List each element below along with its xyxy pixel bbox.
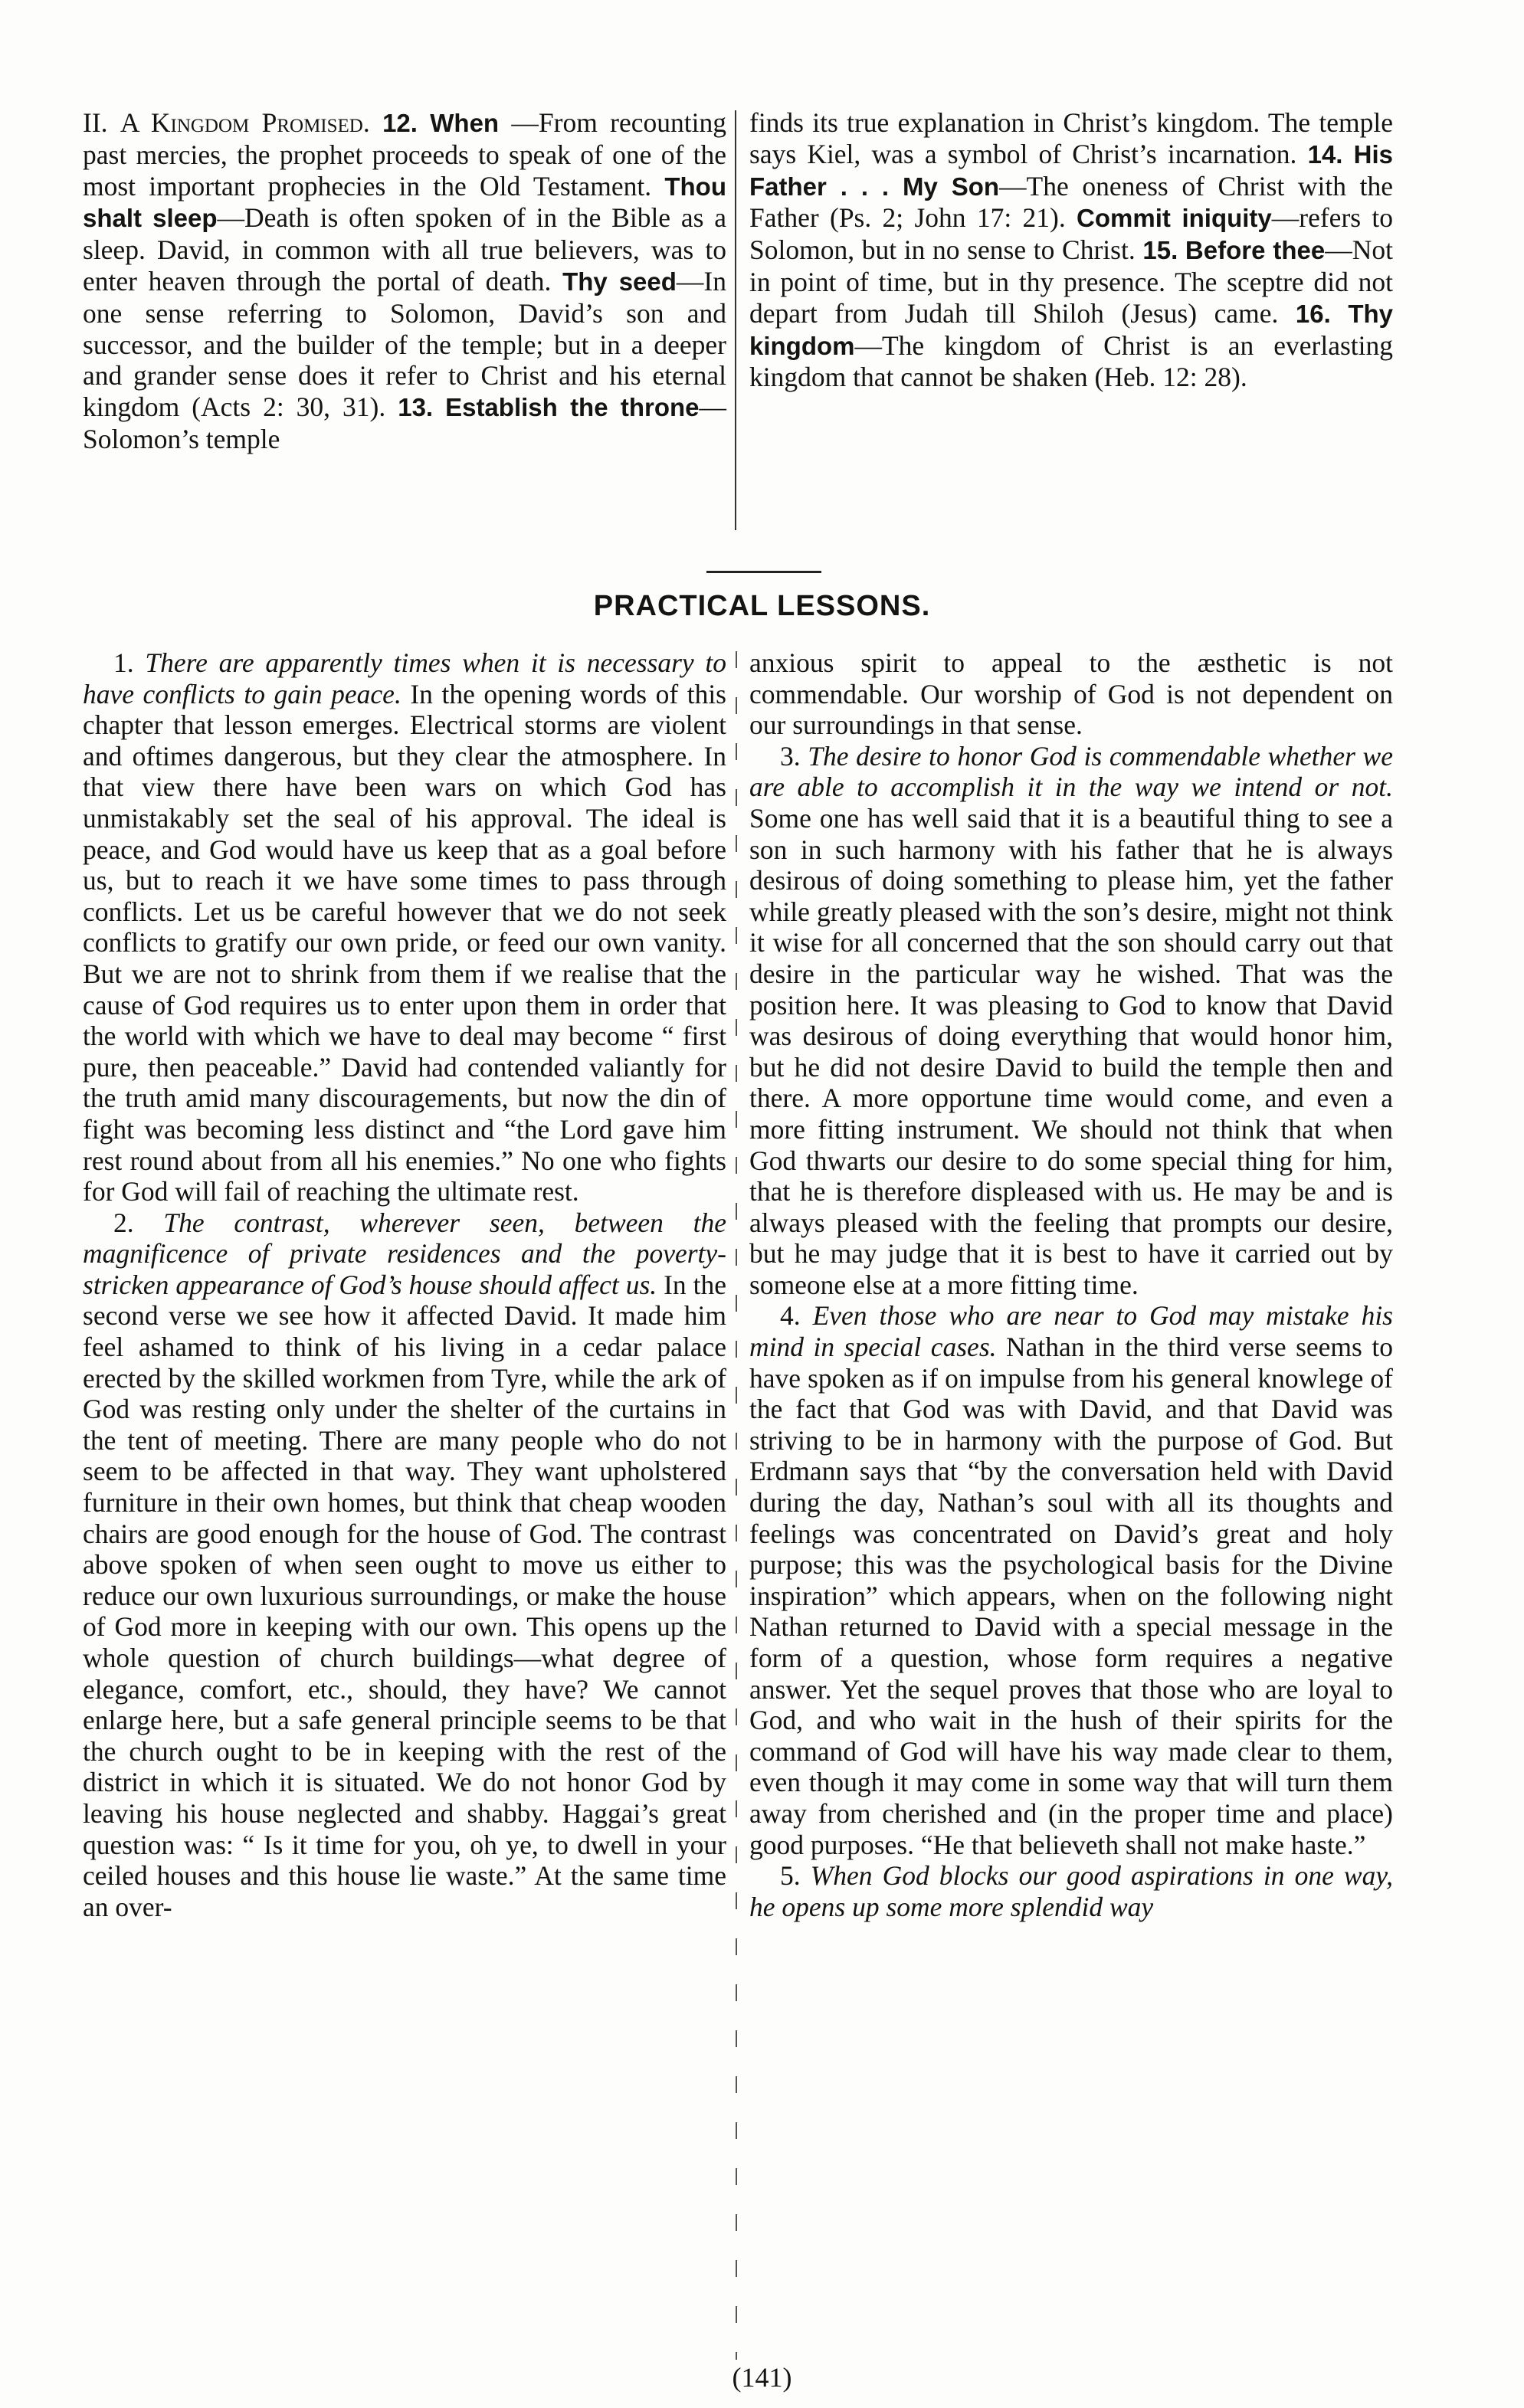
commentary-column-left bbox=[83, 107, 726, 455]
note-12-text: —From recounting past mercies, the prophet proceeds to speak of one of the most important prophecies in the Old Testament. bbox=[83, 107, 726, 201]
lesson-4 bbox=[749, 1300, 1393, 1860]
section-title: A Kingdom Promised. bbox=[120, 107, 370, 138]
practical-lessons-heading: PRACTICAL LESSONS. bbox=[593, 590, 931, 622]
commentary-section bbox=[83, 107, 1404, 536]
note-14b-text: —refers to Solomon, but in no sense to Christ. bbox=[749, 202, 1393, 266]
column-divider bbox=[735, 110, 736, 530]
section-rule bbox=[706, 571, 821, 573]
keyword-thou-shalt-sleep: Thou shalt sleep bbox=[83, 172, 726, 233]
column-divider bbox=[736, 651, 737, 2360]
note-13-continued: finds its true explanation in Christ’s kingdom. The temple says Kiel, was a symbol of Christ’s incarnation. bbox=[749, 107, 1393, 169]
keyword-thy-seed: Thy seed bbox=[562, 267, 677, 296]
page-number: (141) bbox=[732, 2362, 792, 2393]
verse-number-12: 12. bbox=[382, 109, 418, 137]
lesson-body: Nathan in the third verse seems to have spoken as if on impulse from his general knowlege of the fact that God was with David, and that David was striving to be in harmony with the purpose of God. But Erdmann says that “by the conversation held with David during the day, Nathan’s soul with all its thoughts and feelings was concentrated on David’s great and holy purpose; this was the psychological basis for the Divine inspiration” which appears, when on the following night Nathan returned to David with a special message in the form of a question, whose form requires a negative answer. Yet the sequel proves that those who are loyal to God, and who wait in the hush of their spirits for the command of God will have his way made clear to them, even though it may come in some way that will turn them away from cherished and (in the proper time and place) good purposes. “He that believeth shall not make haste.” bbox=[749, 1332, 1393, 1860]
keyword-his-father-my-son: His Father . . . My Son bbox=[749, 139, 1393, 201]
lesson-number: 1. bbox=[113, 647, 134, 678]
verse-number-16: 16. bbox=[1295, 299, 1331, 328]
lesson-5 bbox=[749, 1860, 1393, 1922]
lesson-title: The contrast, wherever seen, between the magnificence of private residences and the poverty-stricken appearance of God’s house should affect us. bbox=[83, 1207, 727, 1300]
note-12b-text: —Death is often spoken of in the Bible as a sleep. David, in common with all true believers, was to enter heaven through the portal of death. bbox=[83, 202, 727, 296]
note-16-text: —The kingdom of Christ is an everlasting kingdom that cannot be shaken (Heb. 12: 28). bbox=[749, 329, 1393, 393]
lesson-number: 5. bbox=[780, 1860, 801, 1892]
lesson-number: 3. bbox=[780, 740, 801, 772]
verse-number-15: 15. bbox=[1142, 236, 1178, 265]
lesson-title: Even those who are near to God may mistake his mind in special cases. bbox=[749, 1300, 1394, 1363]
lesson-1 bbox=[83, 647, 726, 1207]
section-number: II. bbox=[83, 107, 120, 138]
commentary-column-right bbox=[749, 107, 1393, 393]
lesson-title: When God blocks our good aspirations in one way, he opens up some more splendid way bbox=[749, 1860, 1393, 1922]
lesson-number: 2. bbox=[113, 1207, 134, 1238]
note-12c-text: —In one sense referring to Solomon, David’s son and successor, and the builder of the temple; but in a deeper and grander sense does it refer to Christ and his eternal kingdom (Acts 2: 30, 31). bbox=[83, 265, 726, 423]
lesson-2-continued: anxious spirit to appeal to the æsthetic is not commendable. Our worship of God is not dependent on our surroundings in that sense. bbox=[749, 647, 1393, 741]
verse-number-14: 14. bbox=[1307, 139, 1343, 169]
keyword-when: When bbox=[430, 109, 500, 137]
lesson-body: In the opening words of this chapter that lesson emerges. Electrical storms are violent and oftimes dangerous, but they clear the atmosphere. In that view there have been wars on which God has unmistakably set the seal of his approval. The ideal is peace, and God would have us keep that as a goal before us, but to reach it we have some times to pass through conflicts. Let us be careful however that we do not seek conflicts to gratify our own pride, or feed our own vanity. But we are not to shrink from them if we realise that the cause of God requires us to enter upon them in order that the world with which we have to deal may become “ first pure, then peaceable.” David had contended valiantly for the truth amid many discouragements, but now the din of fight was becoming less distinct and “the Lord gave him rest round about from all his enemies.” No one who fights for God will fail of reaching the ultimate rest. bbox=[83, 678, 727, 1207]
lesson-title: There are apparently times when it is necessary to have conflicts to gain peace. bbox=[83, 647, 727, 709]
lesson-body: Some one has well said that it is a beautiful thing to see a son in such harmony with his father that he is always desirous of doing something to please him, yet the father while greatly pleased with the son’s desire, might not think it wise for all concerned that the son should carry out that desire in the particular way he wished. That was the position here. It was pleasing to God to know that David was desirous of doing everything that would honor him, but he did not desire David to build the temple then and there. A more opportune time would come, and even a more fitting instrument. We should not think that when God thwarts our desire to do some special thing for him, that he is therefore displeased with us. He may be and is always pleased with the feeling that prompts our desire, but he may judge that it is best to have it carried out by someone else at a more fitting time. bbox=[749, 802, 1393, 1300]
note-14-text: —The oneness of Christ with the Father (Ps. 2; John 17: 21). bbox=[749, 170, 1393, 234]
lesson-3 bbox=[749, 741, 1393, 1301]
note-13-text: —Solomon’s temple bbox=[83, 392, 726, 454]
lessons-column-left bbox=[83, 647, 726, 1922]
lessons-column-right bbox=[749, 647, 1393, 1922]
lesson-body: In the second verse we see how it affected David. It made him feel ashamed to think of his living in a cedar palace erected by the skilled workmen from Tyre, while the ark of God was resting only under the shelter of the curtains in the tent of meeting. There are many people who do not seem to be affected in that way. They want upholstered furniture in their own homes, but think that cheap wooden chairs are good enough for the house of God. The contrast above spoken of when seen ought to move us either to reduce our own luxurious surroundings, or make the house of God more in keeping with our own. This opens up the whole question of church buildings—what degree of elegance, comfort, etc., should, they have? We cannot enlarge here, but a safe general principle seems to be that the church ought to be in keeping with the rest of the district in which it is situated. We do not honor God by leaving his house neglected and shabby. Haggai’s great question was: “ Is it time for you, oh ye, to dwell in your ceiled houses and this house lie waste.” At the same time an over- bbox=[83, 1269, 726, 1922]
lesson-2 bbox=[83, 1207, 726, 1923]
keyword-before-thee: Before thee bbox=[1185, 236, 1326, 265]
keyword-establish-the-throne: Establish the throne bbox=[445, 393, 700, 422]
keyword-thy-kingdom: Thy kingdom bbox=[749, 299, 1394, 360]
keyword-commit-iniquity: Commit iniquity bbox=[1077, 204, 1272, 233]
note-15-text: —Not in point of time, but in thy presence. The sceptre did not depart from Judah till Shiloh (Jesus) came. bbox=[749, 234, 1394, 329]
verse-number-13: 13. bbox=[398, 393, 434, 422]
lesson-title: The desire to honor God is commendable whether we are able to accomplish it in the way we intend or not. bbox=[749, 740, 1393, 803]
lesson-number: 4. bbox=[780, 1300, 801, 1332]
